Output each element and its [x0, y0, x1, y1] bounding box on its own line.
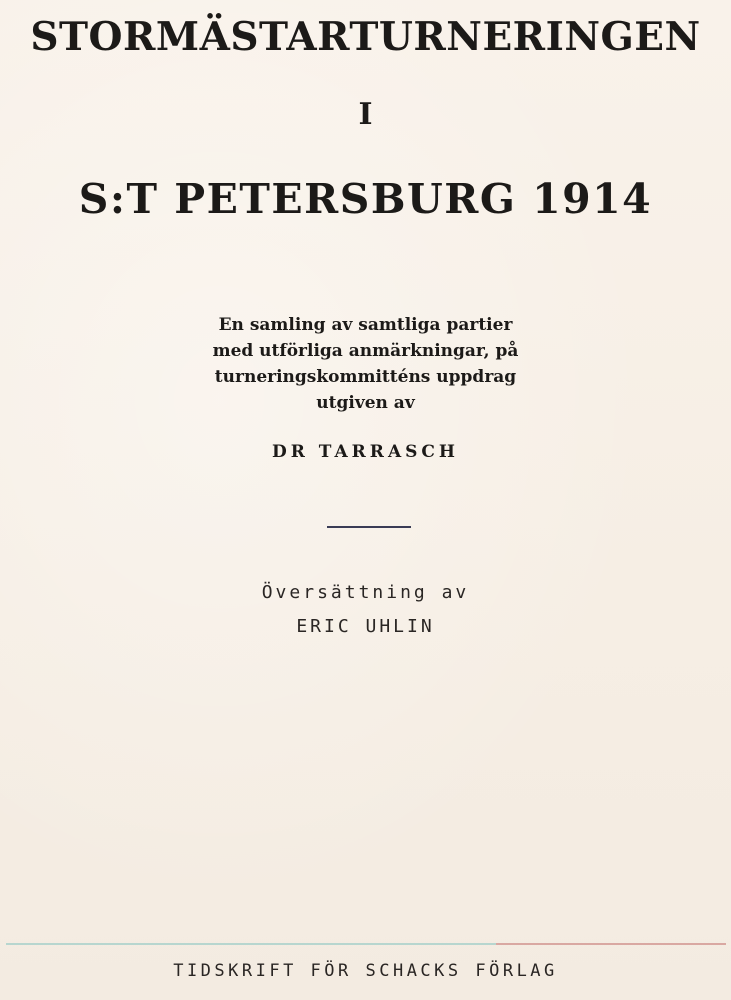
- publisher-name: TIDSKRIFT FÖR SCHACKS FÖRLAG: [173, 961, 558, 981]
- author-name: DR TARRASCH: [271, 442, 459, 462]
- description-line: utgiven av: [316, 393, 415, 413]
- book-title-preposition: I: [358, 97, 373, 132]
- bottom-divider-right: [496, 943, 726, 945]
- book-title: STORMÄSTARTURNERINGEN: [30, 14, 701, 60]
- translation-label: Översättning av: [261, 582, 470, 603]
- description: [0, 312, 731, 416]
- divider: [327, 526, 411, 528]
- book-title-city-year: S:T PETERSBURG 1914: [78, 175, 653, 223]
- description-line: turneringskommitténs uppdrag: [214, 367, 517, 387]
- translator-name: ERIC UHLIN: [296, 616, 435, 637]
- description-line: En samling av samtliga partier: [218, 315, 513, 335]
- description-line: med utförliga anmärkningar, på: [212, 341, 519, 361]
- bottom-divider-left: [6, 943, 496, 945]
